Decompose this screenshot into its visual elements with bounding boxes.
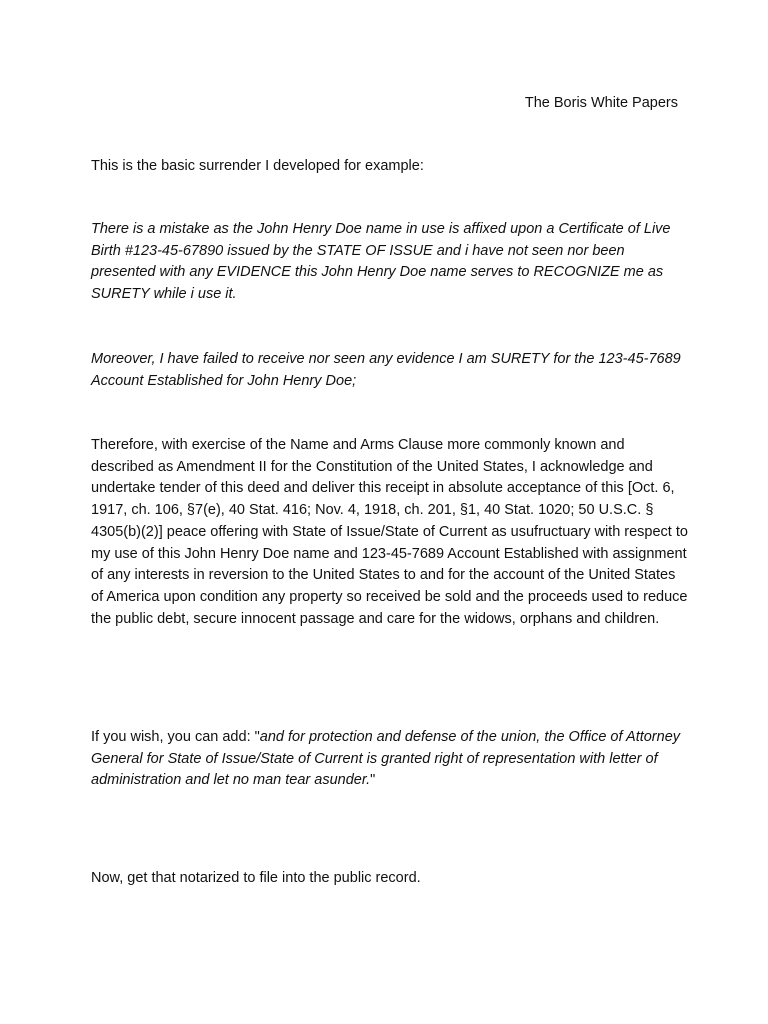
- therefore-paragraph: Therefore, with exercise of the Name and Arms Clause more commonly known and described as Amendment II for the Constitution of the United States, I acknowledge and undertake tender of this deed and deliver this receipt in absolute acceptance of this [Oct. 6, 1917, ch. 106, §7(e), 40 Stat. 416; Nov. 4, 1918, ch. 201, §1, 40 Stat. 1020; 50 U.S.C. § 4305(b)(2)] peace offering with State of Issue/State of Current as usufructuary with respect to my use of this John Henry Doe name and 123-45-7689 Account Established with assignment of any interests in reversion to the United States to and for the account of the United States of America upon condition any property so received be sold and the proceeds used to reduce the public debt, secure innocent passage and care for the widows, orphans and children.: [91, 437, 688, 627]
- addon-lead-text: If you wish, you can add: ": [91, 729, 260, 745]
- notarize-paragraph: Now, get that notarized to file into the public record.: [91, 870, 421, 886]
- intro-paragraph: This is the basic surrender I developed for example:: [91, 158, 424, 174]
- moreover-paragraph: Moreover, I have failed to receive nor seen any evidence I am SURETY for the 123-45-7689 Account Established for John Henry Doe;: [91, 351, 681, 389]
- addon-paragraph: [91, 727, 691, 792]
- document-header-title: The Boris White Papers: [524, 95, 678, 111]
- mistake-paragraph: There is a mistake as the John Henry Doe name in use is affixed upon a Certificate of Live Birth #123-45-67890 issued by the STATE OF ISSUE and i have not seen nor been presented with any EVIDENCE this John Henry Doe name serves to RECOGNIZE me as SURETY while i use it.: [91, 221, 671, 303]
- addon-italic-text: and for protection and defense of the union, the Office of Attorney General for State of Issue/State of Current is granted right of representation with letter of administration and let no man tear asunder.: [91, 729, 681, 789]
- addon-close-quote: ": [370, 772, 376, 789]
